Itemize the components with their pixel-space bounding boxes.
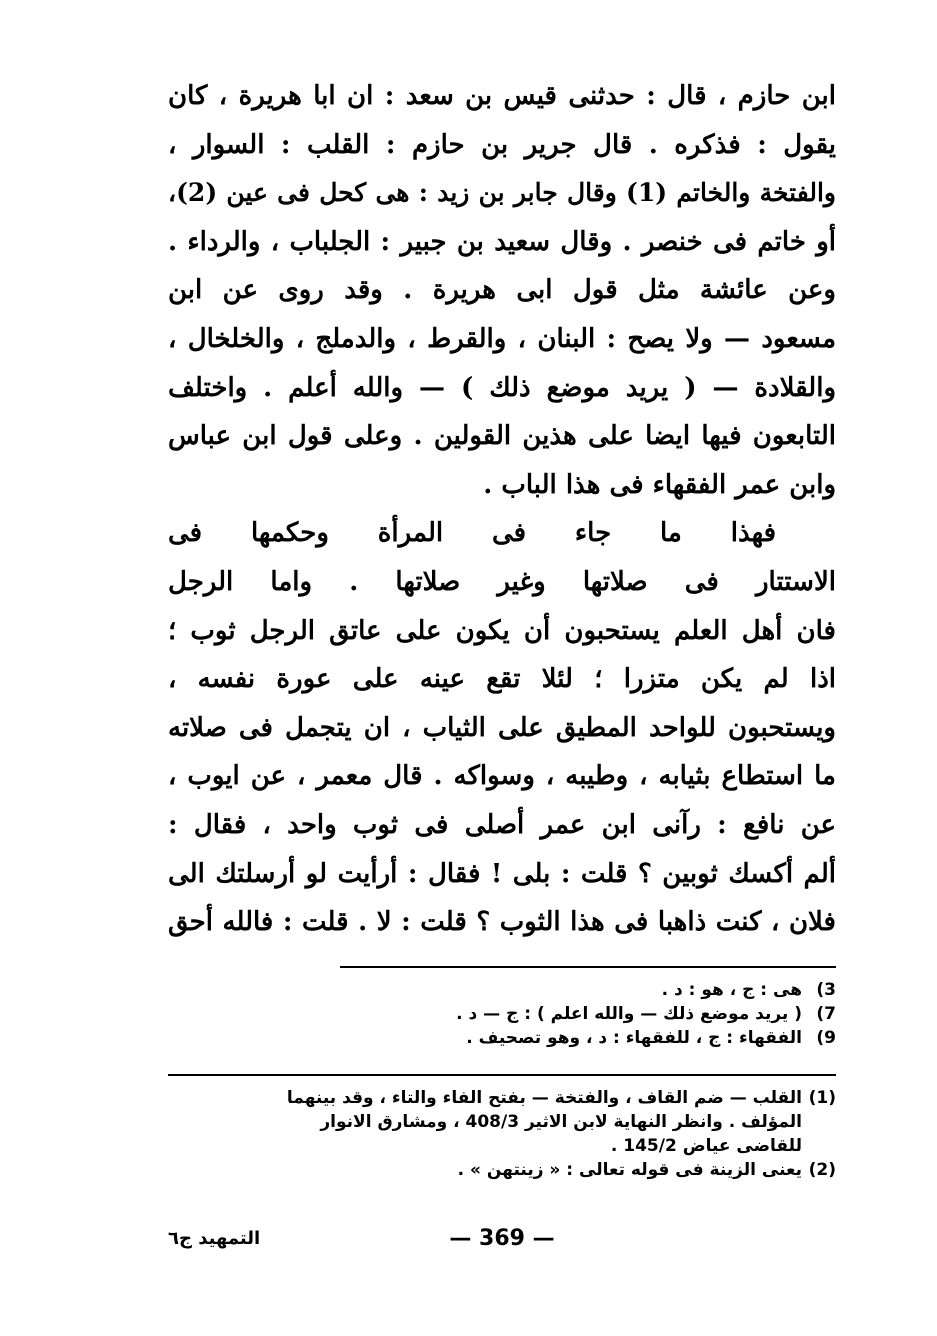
- variant-number: 9): [816, 1028, 836, 1048]
- text-line: يقول : فذكره . قال جرير بن حازم : القلب : السوار ،: [168, 129, 836, 160]
- text-line: فهذا ما جاء فى المرأة وحكمها فى: [168, 518, 776, 549]
- footnote-number: (1): [808, 1088, 836, 1108]
- main-text-block: [168, 72, 836, 947]
- text-line: اذا لم يكن متزرا ؛ لئلا تقع عينه على عورة نفسه ،: [168, 664, 836, 695]
- text-line: ألم أكسك ثوبين ؟ قلت : بلى ! فقال : أرأيت لو أرسلتك الى: [168, 858, 836, 889]
- variant-text: الفقهاء : ج ، للفقهاء : د ، وهو تصحيف .: [466, 1028, 802, 1048]
- footnotes-divider: [168, 1074, 836, 1076]
- variant-note: [340, 1026, 836, 1050]
- text-line: التابعون فيها ايضا على هذين القولين . وعلى قول ابن عباس: [168, 421, 836, 452]
- text-line: فان أهل العلم يستحبون أن يكون على عاتق الرجل ثوب ؛: [168, 615, 836, 646]
- page-footer: [168, 1222, 836, 1256]
- footnote: [168, 1086, 836, 1110]
- footnote-text: القلب — ضم القاف ، والفتخة — بفتح الفاء والتاء ، وقد بينهما: [286, 1088, 802, 1108]
- footnote-text: للقاضى عياض 145/2 .: [610, 1136, 802, 1156]
- footnote-number: (2): [808, 1160, 836, 1180]
- variant-note: [340, 1002, 836, 1026]
- text-line: مسعود — ولا يصح : البنان ، والقرط ، والدملج ، والخلخال ،: [168, 323, 836, 354]
- book-volume-label: التمهيد ج٦: [168, 1228, 261, 1249]
- variant-number: 3): [816, 980, 836, 1000]
- page-number: — 369 —: [449, 1226, 555, 1251]
- text-line: عن نافع : رآنى ابن عمر أصلى فى ثوب واحد ، فقال :: [168, 809, 836, 840]
- variants-divider: [340, 966, 836, 968]
- manuscript-variants: [340, 978, 836, 1050]
- text-line: والقلادة — ( يريد موضع ذلك ) — والله أعلم . واختلف: [168, 372, 836, 403]
- text-line: فلان ، كنت ذاهبا فى هذا الثوب ؟ قلت : لا . قلت : فالله أحق: [168, 907, 836, 938]
- variant-text: ( يريد موضع ذلك — والله اعلم ) : ج — د .: [456, 1004, 802, 1024]
- variant-text: هى : ج ، هو : د .: [661, 980, 802, 1000]
- text-line: ابن حازم ، قال : حدثنى قيس بن سعد : ان ابا هريرة ، كان: [168, 81, 836, 111]
- text-line: أو خاتم فى خنصر . وقال سعيد بن جبير : الجلباب ، والرداء .: [168, 226, 836, 257]
- text-line: وابن عمر الفقهاء فى هذا الباب .: [483, 469, 836, 500]
- footnote-text: يعنى الزينة فى قوله تعالى : « زينتهن » .: [457, 1160, 802, 1180]
- text-line: الاستتار فى صلاتها وغير صلاتها . واما الرجل: [168, 566, 836, 597]
- footnote: [168, 1158, 836, 1182]
- variant-note: [340, 978, 836, 1002]
- text-line: وعن عائشة مثل قول ابى هريرة . وقد روى عن ابن: [168, 275, 836, 306]
- text-line: ما استطاع بثيابه ، وطيبه ، وسواكه . قال معمر ، عن ايوب ،: [168, 761, 836, 792]
- footnotes: [168, 1086, 836, 1182]
- variant-number: 7): [816, 1004, 836, 1024]
- text-line: والفتخة والخاتم (1) وقال جابر بن زيد : هى كحل فى عين (2)،: [168, 178, 837, 208]
- footnote-text: المؤلف . وانظر النهاية لابن الاثير 408/3 ، ومشارق الانوار: [320, 1112, 802, 1132]
- text-line: ويستحبون للواحد المطيق على الثياب ، ان يتجمل فى صلاته: [168, 712, 836, 743]
